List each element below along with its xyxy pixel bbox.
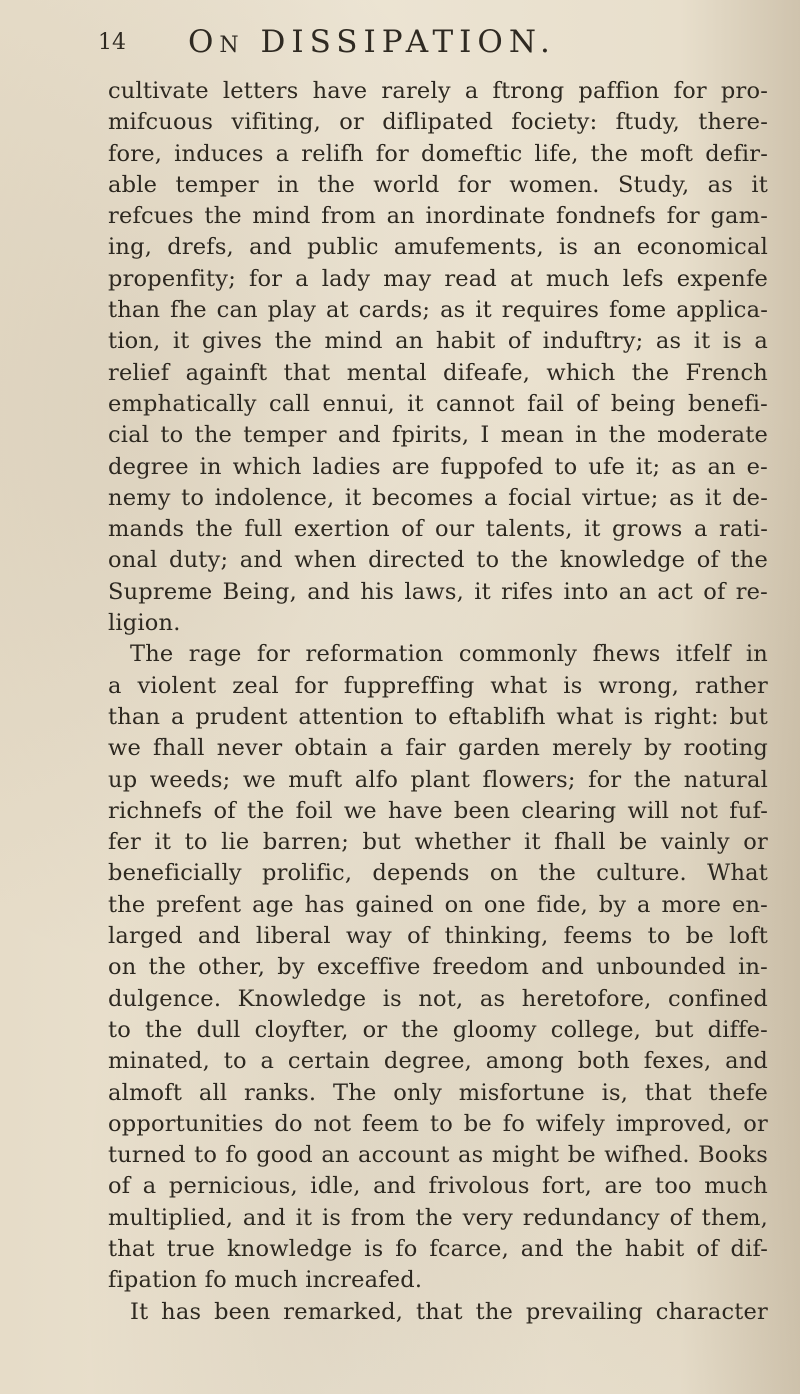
text-line: cultivate letters have rarely a ftrong paffion for pro-: [108, 78, 768, 104]
text-line: onal duty; and when directed to the knowledge of the: [108, 547, 768, 574]
text-line: than fhe can play at cards; as it requires fome applica-: [108, 297, 768, 324]
text-line: tion, it gives the mind an habit of induftry; as it is a: [108, 328, 768, 355]
text-line: multiplied, and it is from the very redundancy of them,: [108, 1204, 768, 1231]
text-line: mifcuous vifiting, or diflipated fociety: ftudy, there-: [108, 109, 768, 136]
text-line: that true knowledge is fo fcarce, and the habit of dif-: [108, 1235, 768, 1262]
text-line: dulgence. Knowledge is not, as heretofore, confined: [108, 985, 768, 1012]
text-line: we fhall never obtain a fair garden merely by rooting: [108, 735, 768, 762]
text-line: a violent zeal for fuppreffing what is wrong, rather: [108, 672, 768, 699]
body-text: [108, 76, 768, 1328]
text-line: fipation fo much increafed.: [108, 1267, 423, 1294]
text-line: Supreme Being, and his laws, it rifes into an act of re-: [108, 578, 768, 605]
text-line: turned to fo good an account as might be wifhed. Books: [108, 1142, 768, 1169]
text-line: propenfity; for a lady may read at much lefs expenfe: [108, 265, 768, 292]
text-line: minated, to a certain degree, among both fexes, and: [108, 1048, 768, 1075]
text-line: beneficially prolific, depends on the culture. What: [108, 860, 768, 887]
text-line: larged and liberal way of thinking, feems to be loft: [108, 923, 768, 950]
text-line: of a pernicious, idle, and frivolous fort, are too much: [108, 1173, 768, 1200]
text-line: mands the full exertion of our talents, it grows a rati-: [108, 516, 768, 543]
text-line: emphatically call ennui, it cannot fail of being benefi-: [108, 390, 768, 417]
text-line: refcues the mind from an inordinate fondnefs for gam-: [108, 203, 768, 230]
text-line: almoft all ranks. The only misfortune is, that thefe: [108, 1079, 768, 1106]
text-line: fer it to lie barren; but whether it fhall be vainly or: [108, 829, 768, 856]
text-line: richnefs of the foil we have been clearing will not fuf-: [108, 797, 768, 824]
text-line: to the dull cloyfter, or the gloomy college, but diffe-: [108, 1016, 768, 1043]
text-line: ligion.: [108, 610, 181, 637]
running-title: On DISSIPATION.: [188, 24, 556, 60]
text-line: up weeds; we muft alfo plant flowers; for the natural: [108, 766, 768, 793]
text-line: ing, drefs, and public amufements, is an economical: [108, 234, 768, 261]
text-line: the prefent age has gained on one fide, by a more en-: [108, 891, 768, 918]
text-line: on the other, by exceffive freedom and unbounded in-: [108, 954, 768, 981]
text-line: fore, induces a relifh for domeftic life, the moft defir-: [108, 140, 768, 167]
text-line: relief againft that mental difeafe, which the French: [108, 359, 768, 386]
text-line: nemy to indolence, it becomes a focial virtue; as it de-: [108, 484, 768, 511]
text-line: degree in which ladies are fuppofed to ufe it; as an e-: [108, 453, 768, 480]
text-line: cial to the temper and fpirits, I mean in the moderate: [108, 422, 768, 449]
text-line: The rage for reformation commonly fhews itfelf in: [130, 641, 768, 668]
text-line: able temper in the world for women. Study, as it: [108, 171, 768, 198]
text-line: opportunities do not feem to be fo wifely improved, or: [108, 1110, 768, 1137]
page-header: [98, 20, 680, 64]
page-number: 14: [98, 29, 126, 55]
text-line: It has been remarked, that the prevailing character: [130, 1298, 768, 1325]
text-line: than a prudent attention to eftablifh what is right: but: [108, 703, 768, 730]
